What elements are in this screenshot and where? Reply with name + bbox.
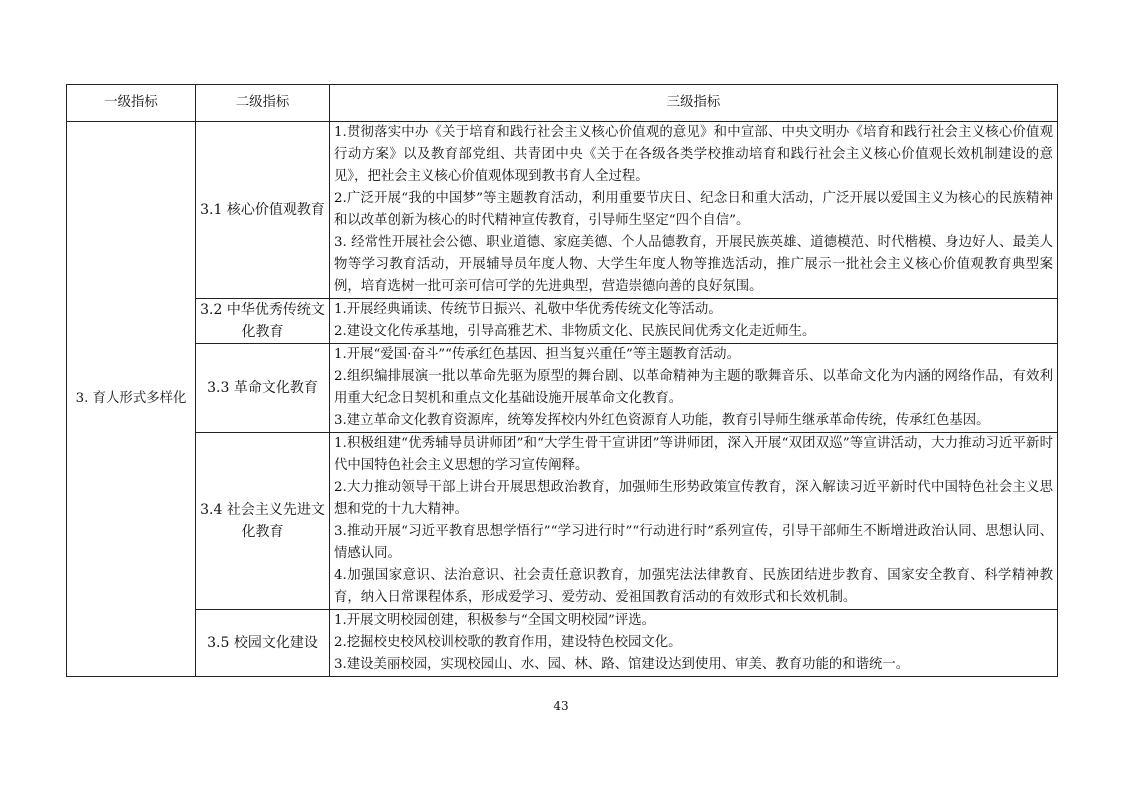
level2-cell: 3.5 校园文化建设 [196, 610, 330, 677]
level3-item: 1.积极组建“优秀辅导员讲师团”和“大学生骨干宣讲团”等讲师团，深入开展“双团双巡”等宣讲活动，大力推动习近平新时代中国特色社会主义思想的学习宣传阐释。 [334, 436, 1053, 473]
level3-item: 1.贯彻落实中办《关于培育和践行社会主义核心价值观的意见》和中宣部、中央文明办《培育和践行社会主义核心价值观行动方案》以及教育部党组、共青团中央《关于在各级各类学校推动培育和践行社会主义核心价值观长效机制建设的意见》，把社会主义核心价值观体现到教书育人全过程。 [334, 125, 1053, 184]
table-row [67, 122, 1058, 299]
header-level3: 三级指标 [330, 85, 1058, 122]
level3-item: 1.开展文明校园创建，积极参与“全国文明校园”评选。 [334, 613, 656, 628]
header-level1: 一级指标 [67, 85, 196, 122]
level3-item: 3.推动开展“习近平教育思想学悟行”“学习进行时”“行动进行时”系列宣传，引导干部师生不断增进政治认同、思想认同、情感认同。 [334, 524, 1053, 561]
level3-item: 3. 经常性开展社会公德、职业道德、家庭美德、个人品德教育，开展民族英雄、道德模范、时代楷模、身边好人、最美人物等学习教育活动，开展辅导员年度人物、大学生年度人物等推选活动，推广展示一批社会主义核心价值观教育典型案例，培育选树一批可亲可信可学的先进典型，营造崇德向善的良好氛围。 [334, 235, 1053, 294]
level3-item: 2.挖掘校史校风校训校歌的教育作用，建设特色校园文化。 [334, 635, 682, 650]
level3-cell [330, 344, 1058, 433]
level2-cell: 3.4 社会主义先进文化教育 [196, 433, 330, 610]
level3-cell [330, 122, 1058, 299]
level3-item: 3.建设美丽校园，实现校园山、水、园、林、路、馆建设达到使用、审美、教育功能的和谐统一。 [334, 657, 910, 672]
table-row [67, 299, 1058, 344]
level3-cell [330, 299, 1058, 344]
level3-item: 1.开展“爱国·奋斗”“传承红色基因、担当复兴重任”等主题教育活动。 [334, 347, 740, 362]
table-row [67, 610, 1058, 677]
level2-cell: 3.2 中华优秀传统文化教育 [196, 299, 330, 344]
level3-cell [330, 433, 1058, 610]
table-row [67, 433, 1058, 610]
level3-item: 2.组织编排展演一批以革命先驱为原型的舞台剧、以革命精神为主题的歌舞音乐、以革命文化为内涵的网络作品，有效利用重大纪念日契机和重点文化基础设施开展革命文化教育。 [334, 369, 1053, 406]
level3-item: 3.建立革命文化教育资源库，统筹发挥校内外红色资源育人功能，教育引导师生继承革命传统，传承红色基因。 [334, 413, 990, 428]
level3-item: 2.建设文化传承基地，引导高雅艺术、非物质文化、民族民间优秀文化走近师生。 [334, 324, 816, 339]
level1-cell: 3. 育人形式多样化 [67, 122, 196, 677]
header-row [67, 85, 1058, 122]
level2-cell: 3.3 革命文化教育 [196, 344, 330, 433]
level3-item: 1.开展经典诵读、传统节日振兴、礼敬中华优秀传统文化等活动。 [334, 302, 722, 317]
level2-cell: 3.1 核心价值观教育 [196, 122, 330, 299]
page-number: 43 [553, 699, 569, 713]
table-row [67, 344, 1058, 433]
level3-item: 4.加强国家意识、法治意识、社会责任意识教育，加强宪法法律教育、民族团结进步教育、国家安全教育、科学精神教育，纳入日常课程体系，形成爱学习、爱劳动、爱祖国教育活动的有效形式和长效机制。 [334, 568, 1053, 605]
indicator-table [66, 84, 1058, 677]
level3-cell [330, 610, 1058, 677]
level3-item: 2.广泛开展“我的中国梦”等主题教育活动，利用重要节庆日、纪念日和重大活动，广泛开展以爱国主义为核心的民族精神和以改革创新为核心的时代精神宣传教育，引导师生坚定“四个自信”。 [334, 191, 1053, 228]
level3-item: 2.大力推动领导干部上讲台开展思想政治教育，加强师生形势政策宣传教育，深入解读习近平新时代中国特色社会主义思想和党的十九大精神。 [334, 480, 1053, 517]
header-level2: 二级指标 [196, 85, 330, 122]
